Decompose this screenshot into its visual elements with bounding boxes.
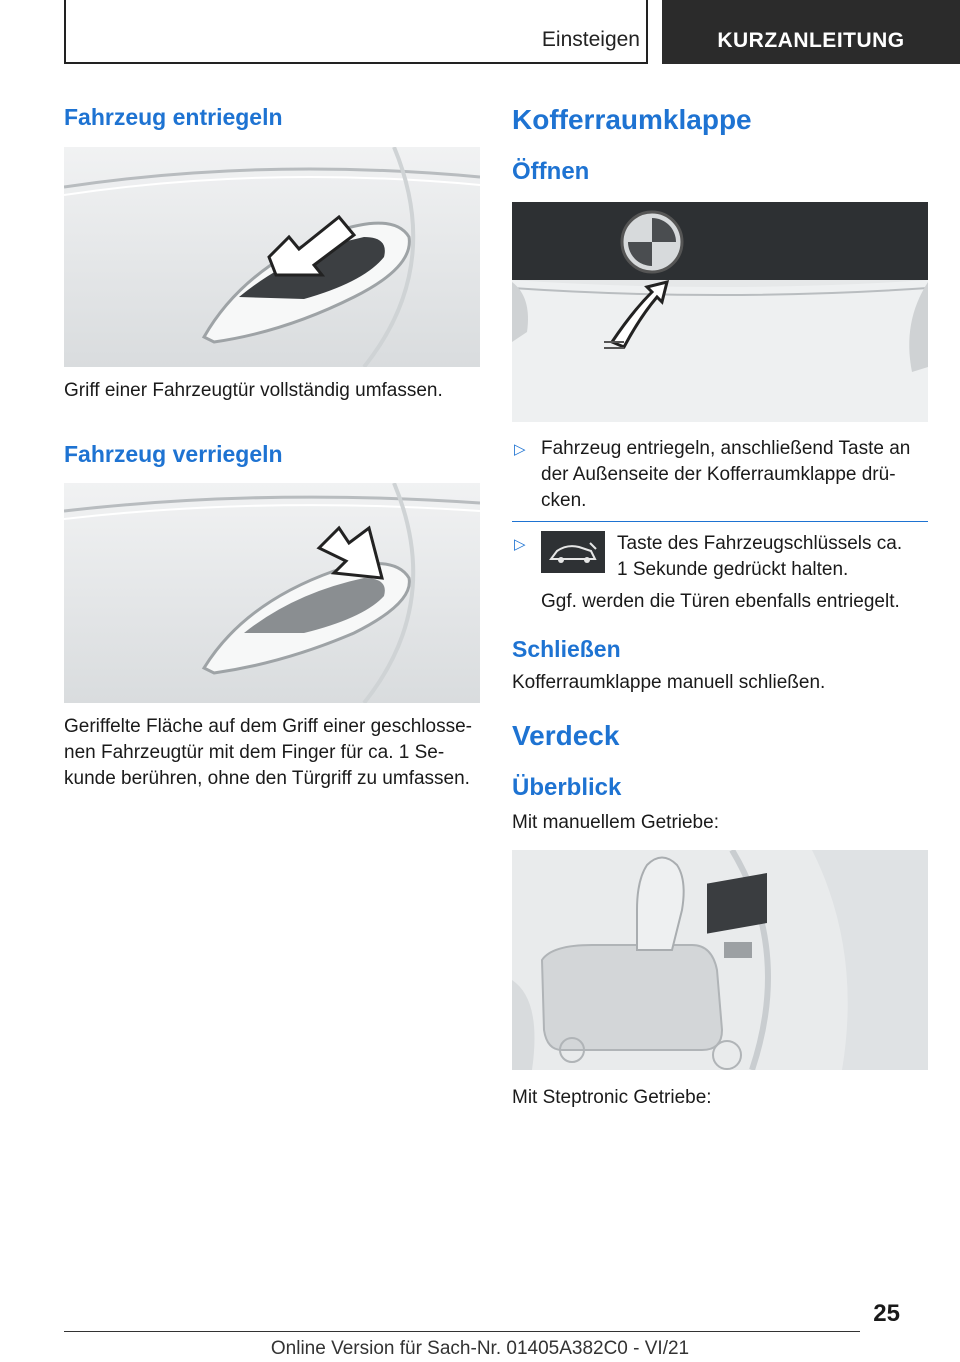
figure-trunk-button <box>512 202 928 422</box>
bullet-step1-icon: ▷ <box>514 441 526 458</box>
step2-note: Ggf. werden die Türen ebenfalls entriegelt. <box>541 591 900 612</box>
heading-lock: Fahrzeug verriegeln <box>64 441 283 467</box>
text-close: Kofferraumklappe manuell schließen. <box>512 672 826 693</box>
step-separator <box>512 521 928 522</box>
footer-text: Online Version für Sach-Nr. 01405A382C0 - VI/21 <box>270 1338 690 1359</box>
step1-line3: cken. <box>541 490 587 511</box>
header-chapter-tab[interactable]: KURZANLEITUNG <box>662 0 960 64</box>
heading-trunk-lid: Kofferraumklappe <box>512 104 752 135</box>
text-steptronic-gearbox: Mit Steptronic Getriebe: <box>512 1087 712 1108</box>
footer-divider <box>64 1331 860 1332</box>
figure-door-handle-lock <box>64 483 480 703</box>
text-lock-line1: Geriffelte Fläche auf dem Griff einer geschlosse- <box>64 716 472 737</box>
text-manual-gearbox: Mit manuellem Getriebe: <box>512 812 719 833</box>
step1-line2: der Außenseite der Kofferraumklappe drü- <box>541 464 896 485</box>
text-unlock: Griff einer Fahrzeugtür vollständig umfassen. <box>64 380 443 401</box>
page-number: 25 <box>873 1300 900 1327</box>
text-lock-line2: nen Fahrzeugtür mit dem Finger für ca. 1 Se- <box>64 742 445 763</box>
heading-unlock: Fahrzeug entriegeln <box>64 104 283 130</box>
heading-open: Öffnen <box>512 158 590 185</box>
key-trunk-button-icon <box>541 531 605 573</box>
heading-roof: Verdeck <box>512 720 620 751</box>
text-lock-line3: kunde berühren, ohne den Türgriff zu umfassen. <box>64 768 470 789</box>
header-section-title: Einsteigen <box>541 28 640 51</box>
bullet-step2-icon: ▷ <box>514 536 526 553</box>
figure-door-handle-unlock <box>64 147 480 367</box>
heading-close: Schließen <box>512 636 621 662</box>
step2-line1: Taste des Fahrzeugschlüssels ca. <box>617 533 903 554</box>
step2-line2: 1 Sekunde gedrückt halten. <box>617 559 849 580</box>
figure-center-console <box>512 850 928 1070</box>
heading-overview: Überblick <box>512 774 622 801</box>
step1-line1: Fahrzeug entriegeln, anschließend Taste an <box>541 438 911 459</box>
